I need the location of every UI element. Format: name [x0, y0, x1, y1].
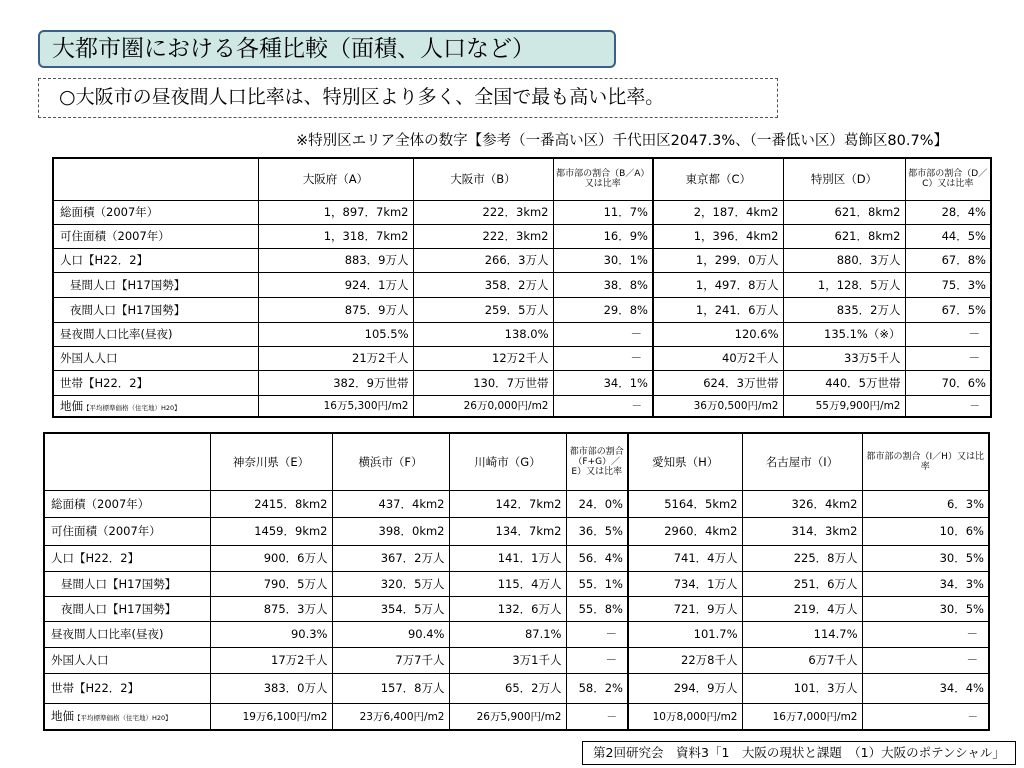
value-cell: 101.7%: [628, 621, 742, 647]
value-cell: 7万7千人: [332, 647, 449, 673]
row-label-note: 【平均標準価格（住宅地）H20】: [83, 403, 181, 412]
value-cell: 33万5千人: [783, 346, 905, 370]
value-cell: 734．1万人: [628, 571, 742, 596]
value-cell: 1，897．7km2: [258, 200, 413, 224]
row-label-text: 地価: [51, 709, 74, 724]
ratio-cell: －: [553, 395, 653, 417]
value-cell: 621．8km2: [783, 224, 905, 248]
value-cell: 2，187．4km2: [653, 200, 783, 224]
header-nagoya: 名古屋市（I）: [742, 433, 862, 490]
value-cell: 1，128．5万人: [783, 272, 905, 297]
value-cell: 320．5万人: [332, 571, 449, 596]
ratio-cell: 28．4%: [905, 200, 991, 224]
value-cell: 17万2千人: [210, 647, 332, 673]
value-cell: 134．7km2: [449, 517, 566, 545]
row-label-text: 地価: [60, 398, 83, 413]
row-label: [53, 248, 258, 272]
value-cell: 326．4km2: [742, 490, 862, 517]
table-row: [53, 322, 991, 346]
row-label: [44, 621, 210, 647]
ratio-cell: 24．0%: [566, 490, 628, 517]
value-cell: 6万7千人: [742, 647, 862, 673]
value-cell: 90.3%: [210, 621, 332, 647]
table-row: [44, 517, 989, 545]
row-label-note: 【平均標準価格（住宅地）H20】: [74, 714, 172, 723]
value-cell: 880．3万人: [783, 248, 905, 272]
ratio-cell: 67．8%: [905, 248, 991, 272]
document-footer: 第2回研究会 資料3「1 大阪の現状と課題 （1）大阪のポテンシャル」: [582, 741, 1016, 765]
value-cell: 259．5万人: [413, 297, 553, 322]
ratio-cell: －: [553, 322, 653, 346]
value-cell: 16万5,300円/m2: [258, 395, 413, 417]
row-label-text: 世帯【H22．2】: [60, 375, 149, 390]
ratio-cell: 29．8%: [553, 297, 653, 322]
row-label: [53, 346, 258, 370]
table-header-row: [44, 433, 989, 490]
ratio-cell: 30．5%: [862, 545, 989, 571]
row-label: [44, 647, 210, 673]
row-label-text: 昼間人口【H17国勢】: [61, 576, 177, 591]
value-cell: 875．9万人: [258, 297, 413, 322]
value-cell: 875．3万人: [210, 596, 332, 621]
value-cell: 90.4%: [332, 621, 449, 647]
value-cell: 1，299．0万人: [653, 248, 783, 272]
table-row: [53, 224, 991, 248]
table-row: [44, 647, 989, 673]
header-cell-empty: [44, 433, 210, 490]
value-cell: 40万2千人: [653, 346, 783, 370]
value-cell: 26万0,000円/m2: [413, 395, 553, 417]
value-cell: 222．3km2: [413, 200, 553, 224]
value-cell: 835．2万人: [783, 297, 905, 322]
value-cell: 105.5%: [258, 322, 413, 346]
value-cell: 21万2千人: [258, 346, 413, 370]
ratio-cell: 75．3%: [905, 272, 991, 297]
value-cell: 294．9万人: [628, 673, 742, 703]
value-cell: 142．7km2: [449, 490, 566, 517]
value-cell: 120.6%: [653, 322, 783, 346]
value-cell: 314．3km2: [742, 517, 862, 545]
value-cell: 358．2万人: [413, 272, 553, 297]
value-cell: 12万2千人: [413, 346, 553, 370]
osaka-tokyo-table: [52, 157, 992, 418]
ratio-cell: －: [862, 621, 989, 647]
ratio-cell: －: [566, 621, 628, 647]
row-label: [53, 322, 258, 346]
value-cell: 225．8万人: [742, 545, 862, 571]
value-cell: 222．3km2: [413, 224, 553, 248]
header-special-wards: 特別区（D）: [783, 158, 905, 200]
ratio-cell: －: [553, 346, 653, 370]
value-cell: 19万6,100円/m2: [210, 703, 332, 730]
value-cell: 440．5万世帯: [783, 370, 905, 395]
row-label-text: 外国人人口: [51, 653, 109, 667]
table-row: [53, 370, 991, 395]
header-osaka-pref: 大阪府（A）: [258, 158, 413, 200]
value-cell: 1，396．4km2: [653, 224, 783, 248]
value-cell: 790．5万人: [210, 571, 332, 596]
value-cell: 26万5,900円/m2: [449, 703, 566, 730]
ratio-cell: －: [905, 395, 991, 417]
value-cell: 2415．8km2: [210, 490, 332, 517]
header-ratio-d-c: 都市部の割合（D／C）又は比率: [905, 158, 991, 200]
value-cell: 354．5万人: [332, 596, 449, 621]
value-cell: 5164．5km2: [628, 490, 742, 517]
row-label: [53, 395, 258, 417]
row-label: [53, 297, 258, 322]
ratio-cell: 16．9%: [553, 224, 653, 248]
header-aichi: 愛知県（H）: [628, 433, 742, 490]
value-cell: 135.1%（※）: [783, 322, 905, 346]
table-row: [53, 272, 991, 297]
row-label: [44, 517, 210, 545]
ratio-cell: 55．8%: [566, 596, 628, 621]
value-cell: 22万8千人: [628, 647, 742, 673]
value-cell: 883．9万人: [258, 248, 413, 272]
table-row: [53, 248, 991, 272]
table-row: [44, 490, 989, 517]
value-cell: 741．4万人: [628, 545, 742, 571]
value-cell: 36万0,500円/m2: [653, 395, 783, 417]
ratio-cell: 58．2%: [566, 673, 628, 703]
row-label: [44, 545, 210, 571]
table-header-row: [53, 158, 991, 200]
value-cell: 3万1千人: [449, 647, 566, 673]
row-label-text: 夜間人口【H17国勢】: [70, 302, 186, 317]
value-cell: 1，497．8万人: [653, 272, 783, 297]
value-cell: 924．1万人: [258, 272, 413, 297]
row-label-text: 昼夜間人口比率(昼夜): [60, 327, 173, 341]
ratio-cell: 44．5%: [905, 224, 991, 248]
table-row: [53, 346, 991, 370]
ratio-cell: 38．8%: [553, 272, 653, 297]
ratio-cell: 34．4%: [862, 673, 989, 703]
reference-note: ※特別区エリア全体の数字【参考（一番高い区）千代田区2047.3%、（一番低い区）葛飾区80.7%】: [296, 133, 948, 149]
value-cell: 23万6,400円/m2: [332, 703, 449, 730]
table-row: [44, 571, 989, 596]
header-ratio-fg-e: 都市部の割合（F+G）／E）又は比率: [566, 433, 628, 490]
value-cell: 114.7%: [742, 621, 862, 647]
value-cell: 721．9万人: [628, 596, 742, 621]
ratio-cell: －: [862, 703, 989, 730]
value-cell: 157．8万人: [332, 673, 449, 703]
table-row: [44, 621, 989, 647]
header-tokyo: 東京都（C）: [653, 158, 783, 200]
row-label-text: 夜間人口【H17国勢】: [61, 601, 177, 616]
header-yokohama: 横浜市（F）: [332, 433, 449, 490]
table-row: [44, 596, 989, 621]
value-cell: 251．6万人: [742, 571, 862, 596]
ratio-cell: 36．5%: [566, 517, 628, 545]
row-label-text: 昼間人口【H17国勢】: [70, 277, 186, 292]
row-label: [44, 703, 210, 730]
header-kanagawa: 神奈川県（E）: [210, 433, 332, 490]
value-cell: 115．4万人: [449, 571, 566, 596]
ratio-cell: －: [905, 322, 991, 346]
ratio-cell: 10．6%: [862, 517, 989, 545]
value-cell: 437．4km2: [332, 490, 449, 517]
row-label: [53, 200, 258, 224]
header-ratio-b-a: 都市部の割合（B／A）又は比率: [553, 158, 653, 200]
ratio-cell: 11．7%: [553, 200, 653, 224]
value-cell: 367．2万人: [332, 545, 449, 571]
ratio-cell: 6．3%: [862, 490, 989, 517]
ratio-cell: 67．5%: [905, 297, 991, 322]
header-osaka-city: 大阪市（B）: [413, 158, 553, 200]
table-row: [53, 297, 991, 322]
value-cell: 621．8km2: [783, 200, 905, 224]
value-cell: 383．0万人: [210, 673, 332, 703]
row-label: [44, 571, 210, 596]
value-cell: 130．7万世帯: [413, 370, 553, 395]
row-label-text: 可住面積（2007年）: [51, 524, 161, 538]
row-label: [53, 224, 258, 248]
value-cell: 87.1%: [449, 621, 566, 647]
row-label-text: 昼夜間人口比率(昼夜): [51, 627, 164, 641]
row-label-text: 人口【H22．2】: [51, 551, 140, 565]
row-label-text: 人口【H22．2】: [60, 253, 149, 267]
value-cell: 1459．9km2: [210, 517, 332, 545]
value-cell: 1，241．6万人: [653, 297, 783, 322]
ratio-cell: －: [862, 647, 989, 673]
header-kawasaki: 川崎市（G）: [449, 433, 566, 490]
value-cell: 624．3万世帯: [653, 370, 783, 395]
row-label-text: 総面積（2007年）: [60, 205, 159, 219]
value-cell: 382．9万世帯: [258, 370, 413, 395]
ratio-cell: －: [566, 647, 628, 673]
header-ratio-i-h: 都市部の割合（I／H）又は比率: [862, 433, 989, 490]
value-cell: 219．4万人: [742, 596, 862, 621]
ratio-cell: 30．1%: [553, 248, 653, 272]
row-label-text: 可住面積（2007年）: [60, 229, 170, 243]
table-row: [53, 200, 991, 224]
value-cell: 1，318．7km2: [258, 224, 413, 248]
value-cell: 65．2万人: [449, 673, 566, 703]
summary-callout: ○大阪市の昼夜間人口比率は、特別区より多く、全国で最も高い比率。: [38, 78, 778, 118]
value-cell: 398．0km2: [332, 517, 449, 545]
ratio-cell: 55．1%: [566, 571, 628, 596]
ratio-cell: 56．4%: [566, 545, 628, 571]
ratio-cell: －: [905, 346, 991, 370]
value-cell: 141．1万人: [449, 545, 566, 571]
row-label: [44, 673, 210, 703]
page-title: 大都市圏における各種比較（面積、人口など）: [38, 30, 616, 68]
ratio-cell: 34．3%: [862, 571, 989, 596]
value-cell: 900．6万人: [210, 545, 332, 571]
value-cell: 266．3万人: [413, 248, 553, 272]
value-cell: 2960．4km2: [628, 517, 742, 545]
ratio-cell: 70．6%: [905, 370, 991, 395]
row-label: [53, 370, 258, 395]
value-cell: 138.0%: [413, 322, 553, 346]
row-label-text: 世帯【H22．2】: [51, 681, 140, 695]
ratio-cell: 34．1%: [553, 370, 653, 395]
row-label: [44, 596, 210, 621]
table-row: [44, 545, 989, 571]
value-cell: 101．3万人: [742, 673, 862, 703]
ratio-cell: －: [566, 703, 628, 730]
table-row: [53, 395, 991, 417]
row-label-text: 外国人人口: [60, 351, 118, 365]
row-label: [44, 490, 210, 517]
value-cell: 16万7,000円/m2: [742, 703, 862, 730]
row-label-text: 総面積（2007年）: [51, 496, 150, 511]
kanagawa-aichi-table: [43, 432, 990, 731]
ratio-cell: 30．5%: [862, 596, 989, 621]
value-cell: 10万8,000円/m2: [628, 703, 742, 730]
value-cell: 55万9,900円/m2: [783, 395, 905, 417]
table-row: [44, 703, 989, 730]
header-cell-empty: [53, 158, 258, 200]
table-row: [44, 673, 989, 703]
row-label: [53, 272, 258, 297]
value-cell: 132．6万人: [449, 596, 566, 621]
